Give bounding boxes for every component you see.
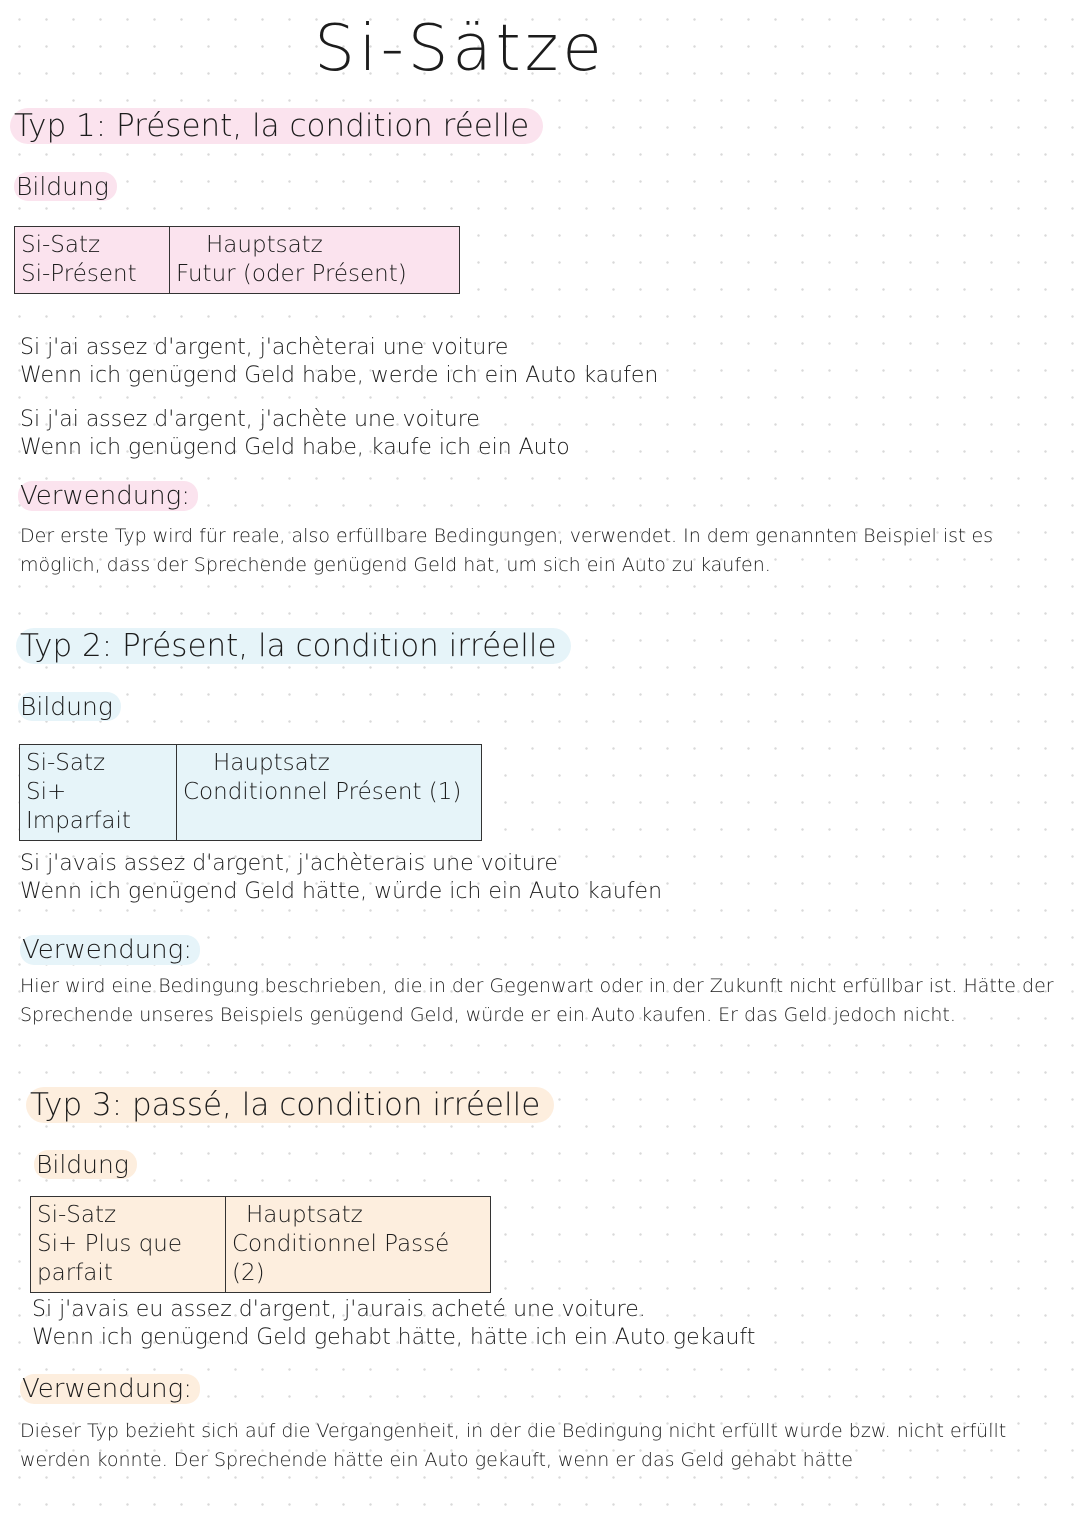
si-satz-tense: Si+ Plus que parfait [37,1231,183,1286]
formation-table-typ1 [14,226,460,294]
usage-text-typ1: Der erste Typ wird für reale, also erfüllbare Bedingungen, verwendet. In dem genannten Beispiel ist es möglich, dass der Sprechende genügend Geld hat, um sich ein Auto zu kaufen. [20,525,994,576]
si-satz-header: Si-Satz [37,1202,117,1228]
example-typ1-a [20,334,658,390]
section-heading-typ2: Typ 2: Présent, la condition irréelle [16,628,571,664]
formation-table-typ2 [19,744,482,841]
si-satz-column [31,1197,226,1293]
hauptsatz-tense: Conditionnel Passé (2) [232,1231,450,1286]
si-satz-tense: Si-Présent [21,261,137,287]
hauptsatz-header: Hauptsatz [213,750,330,776]
example-typ1-b [20,406,570,462]
example-typ3 [32,1296,755,1352]
hauptsatz-tense: Futur (oder Présent) [176,261,407,287]
hauptsatz-header: Hauptsatz [206,232,323,258]
si-satz-column [15,227,170,294]
hauptsatz-column [170,227,460,294]
page-title: Si-Sätze [314,12,606,86]
example-german: Wenn ich genügend Geld hätte, würde ich ein Auto kaufen [20,879,663,904]
example-french: Si j'avais eu assez d'argent, j'aurais acheté une voiture. [32,1297,646,1322]
formation-table-typ3 [30,1196,491,1293]
usage-text-typ2: Hier wird eine Bedingung beschrieben, die in der Gegenwart oder in der Zukunft nicht erfüllbar ist. Hätte der Sprechende unseres Beispiels genügend Geld, würde er ein Auto kaufen. Er das Geld jedoch nicht. [20,975,1054,1026]
hauptsatz-header: Hauptsatz [246,1202,363,1228]
hauptsatz-tense: Conditionnel Présent (1) [183,779,462,805]
example-german: Wenn ich genügend Geld habe, kaufe ich ein Auto [20,435,570,460]
example-german: Wenn ich genügend Geld habe, werde ich ein Auto kaufen [20,363,659,388]
hauptsatz-column [177,745,482,841]
hauptsatz-column [226,1197,491,1293]
si-satz-header: Si-Satz [21,232,101,258]
bildung-label-typ2: Bildung [18,692,121,721]
example-german: Wenn ich genügend Geld gehabt hätte, hätte ich ein Auto gekauft [32,1325,756,1350]
verwendung-label-typ1: Verwendung: [18,481,198,511]
si-satz-tense: Si+ Imparfait [26,779,131,834]
usage-text-typ3: Dieser Typ bezieht sich auf die Vergangenheit, in der die Bedingung nicht erfüllt wurde bzw. nicht erfüllt werden konnte. Der Sprechende hätte ein Auto gekauft, wenn er das Geld gehabt hätte [20,1420,1007,1471]
section-heading-typ3: Typ 3: passé, la condition irréelle [26,1087,554,1123]
example-french: Si j'ai assez d'argent, j'achète une voiture [20,407,480,432]
section-heading-typ1: Typ 1: Présent, la condition réelle [10,108,543,144]
verwendung-label-typ2: Verwendung: [20,935,200,965]
example-french: Si j'avais assez d'argent, j'achèterais une voiture [20,851,558,876]
bildung-label-typ1: Bildung [14,172,117,201]
si-satz-column [20,745,177,841]
example-french: Si j'ai assez d'argent, j'achèterai une voiture [20,335,509,360]
si-satz-header: Si-Satz [26,750,106,776]
bildung-label-typ3: Bildung [34,1150,137,1179]
example-typ2 [20,850,662,906]
verwendung-label-typ3: Verwendung: [20,1374,200,1404]
